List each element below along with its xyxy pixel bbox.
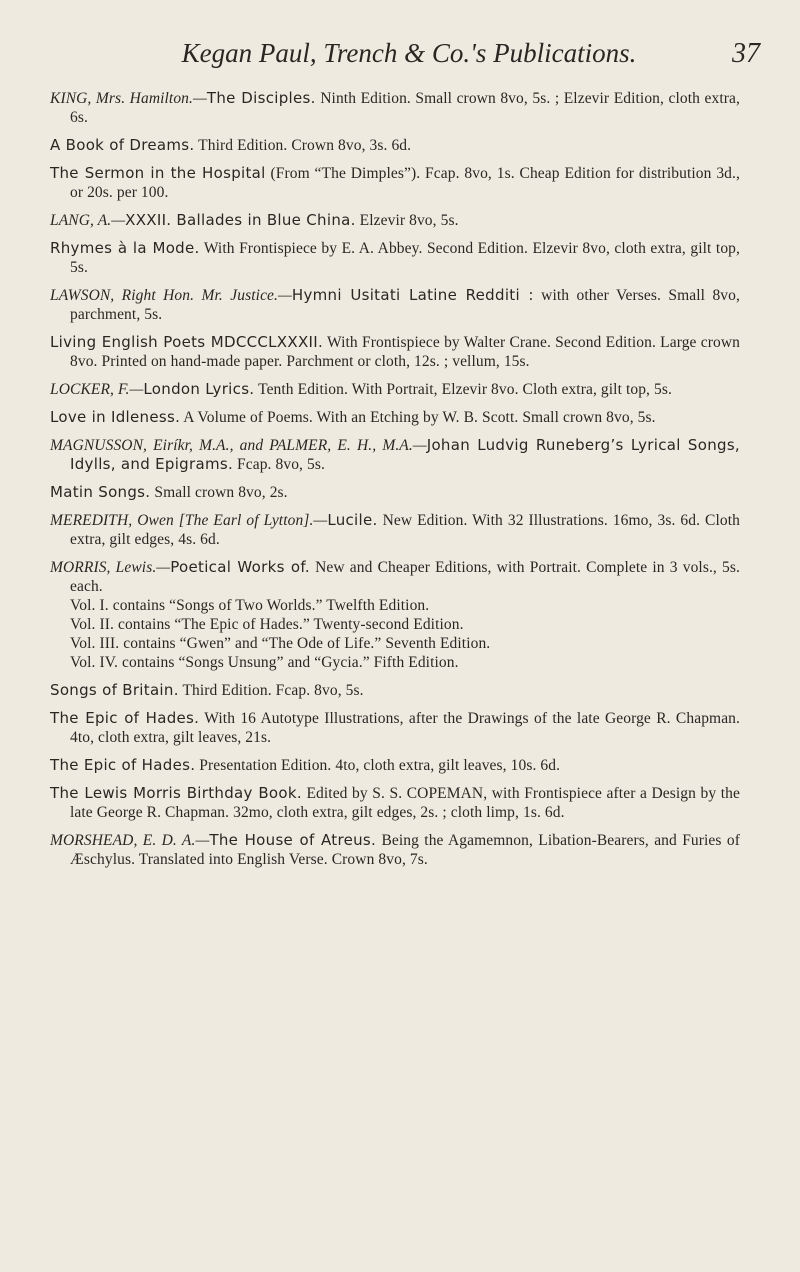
entry-title: XXXII. Ballades in Blue China. bbox=[125, 211, 356, 229]
catalogue-entry bbox=[50, 380, 740, 399]
entry-title: London Lyrics. bbox=[143, 380, 255, 398]
entry-details: New Edition. With 32 Illustrations. 16mo, 3s. 6d. Cloth extra, gilt edges, 4s. 6d. bbox=[70, 512, 740, 548]
catalogue-entry bbox=[50, 89, 740, 127]
catalogue-entry bbox=[50, 286, 740, 324]
catalogue-entry bbox=[50, 831, 740, 869]
entry-title: The Lewis Morris Birthday Book. bbox=[50, 784, 302, 802]
catalogue-entry bbox=[50, 333, 740, 371]
catalogue-entry bbox=[50, 756, 740, 775]
entry-details: A Volume of Poems. With an Etching by W. B. Scott. Small crown 8vo, 5s. bbox=[180, 409, 656, 426]
entry-details: Third Edition. Fcap. 8vo, 5s. bbox=[178, 682, 364, 699]
volume-line: Vol. IV. contains “Songs Unsung” and “Gycia.” Fifth Edition. bbox=[70, 654, 459, 671]
catalogue-entry bbox=[50, 211, 740, 230]
entry-title: Matin Songs. bbox=[50, 483, 151, 501]
entry-title: The Disciples. bbox=[206, 89, 316, 107]
entry-author: MORSHEAD, E. D. A.— bbox=[50, 832, 210, 849]
volume-line: Vol. II. contains “The Epic of Hades.” Twenty-second Edition. bbox=[70, 616, 464, 633]
entry-details: Edited by S. S. COPEMAN, with Frontispiece after a Design by the late George R. Chapman. 32mo, cloth extra, gilt edges, 2s. ; cloth limp, 1s. 6d. bbox=[70, 785, 740, 821]
entry-details: Tenth Edition. With Portrait, Elzevir 8vo. Cloth extra, gilt top, 5s. bbox=[254, 381, 672, 398]
page-number: 37 bbox=[732, 38, 760, 69]
catalogue-entry bbox=[50, 483, 740, 502]
entry-author: MAGNUSSON, Eiríkr, M.A., and PALMER, E. H., M.A.— bbox=[50, 437, 427, 454]
entry-details: Elzevir 8vo, 5s. bbox=[355, 212, 459, 229]
entry-title: The Sermon in the Hospital bbox=[50, 164, 266, 182]
entry-title: Lucile. bbox=[327, 511, 378, 529]
entry-author: KING, Mrs. Hamilton.— bbox=[50, 90, 207, 107]
catalogue-entries bbox=[50, 89, 740, 878]
catalogue-entry bbox=[50, 784, 740, 822]
entry-author: LANG, A.— bbox=[50, 212, 126, 229]
catalogue-entry bbox=[50, 136, 740, 155]
catalogue-entry bbox=[50, 511, 740, 549]
entry-title: Rhymes à la Mode. bbox=[50, 239, 200, 257]
catalogue-entry bbox=[50, 239, 740, 277]
entry-details: with other Verses. Small 8vo, parchment, 5s. bbox=[70, 287, 740, 323]
entry-title: Songs of Britain. bbox=[50, 681, 179, 699]
volume-line: Vol. III. contains “Gwen” and “The Ode of Life.” Seventh Edition. bbox=[70, 635, 491, 652]
entry-details: Being the Agamemnon, Libation-Bearers, and Furies of Æschylus. Translated into English Verse. Crown 8vo, 7s. bbox=[70, 832, 740, 868]
entry-details: Presentation Edition. 4to, cloth extra, gilt leaves, 10s. 6d. bbox=[195, 757, 561, 774]
entry-title: Poetical Works of. bbox=[170, 558, 310, 576]
entry-title: Living English Poets MDCCCLXXXII. bbox=[50, 333, 324, 351]
catalogue-entry bbox=[50, 709, 740, 747]
entry-details: New and Cheaper Editions, with Portrait. Complete in 3 vols., 5s. each. bbox=[70, 559, 740, 595]
entry-title: Love in Idleness. bbox=[50, 408, 181, 426]
running-header: Kegan Paul, Trench & Co.'s Publications. bbox=[181, 38, 637, 68]
catalogue-entry bbox=[50, 558, 740, 596]
entry-title: Johan Ludvig Runeberg’s Lyrical Songs, Idylls, and Epigrams. bbox=[70, 436, 740, 473]
catalogue-entry bbox=[50, 681, 740, 700]
entry-details: Small crown 8vo, 2s. bbox=[150, 484, 288, 501]
entry-title: Hymni Usitati Latine Redditi : bbox=[291, 286, 534, 304]
entry-title: The Epic of Hades. bbox=[50, 709, 200, 727]
entry-author: LAWSON, Right Hon. Mr. Justice.— bbox=[50, 287, 292, 304]
catalogue-entry bbox=[50, 408, 740, 427]
entry-title: The Epic of Hades. bbox=[50, 756, 196, 774]
entry-title: A Book of Dreams. bbox=[50, 136, 195, 154]
entry-details: With Frontispiece by Walter Crane. Second Edition. Large crown 8vo. Printed on hand-made paper. Parchment or cloth, 12s. ; vellum, 15s. bbox=[70, 334, 740, 370]
entry-details: Third Edition. Crown 8vo, 3s. 6d. bbox=[194, 137, 412, 154]
entry-details: With 16 Autotype Illustrations, after the Drawings of the late George R. Chapman. 4to, cloth extra, gilt leaves, 21s. bbox=[70, 710, 740, 746]
catalogue-entry bbox=[50, 164, 740, 202]
entry-author: MORRIS, Lewis.— bbox=[50, 559, 171, 576]
entry-author: MEREDITH, Owen [The Earl of Lytton].— bbox=[50, 512, 328, 529]
entry-details: With Frontispiece by E. A. Abbey. Second Edition. Elzevir 8vo, cloth extra, gilt top, 5s. bbox=[70, 240, 740, 276]
catalogue-entry bbox=[50, 436, 740, 474]
entry-details: Ninth Edition. Small crown 8vo, 5s. ; Elzevir Edition, cloth extra, 6s. bbox=[70, 90, 740, 126]
entry-details: (From “The Dimples”). Fcap. 8vo, 1s. Cheap Edition for distribution 3d., or 20s. per 100. bbox=[70, 165, 740, 201]
entry-title: The House of Atreus. bbox=[209, 831, 377, 849]
entry-author: LOCKER, F.— bbox=[50, 381, 144, 398]
entry-details: Fcap. 8vo, 5s. bbox=[233, 456, 325, 473]
volume-line: Vol. I. contains “Songs of Two Worlds.” Twelfth Edition. bbox=[70, 597, 430, 614]
